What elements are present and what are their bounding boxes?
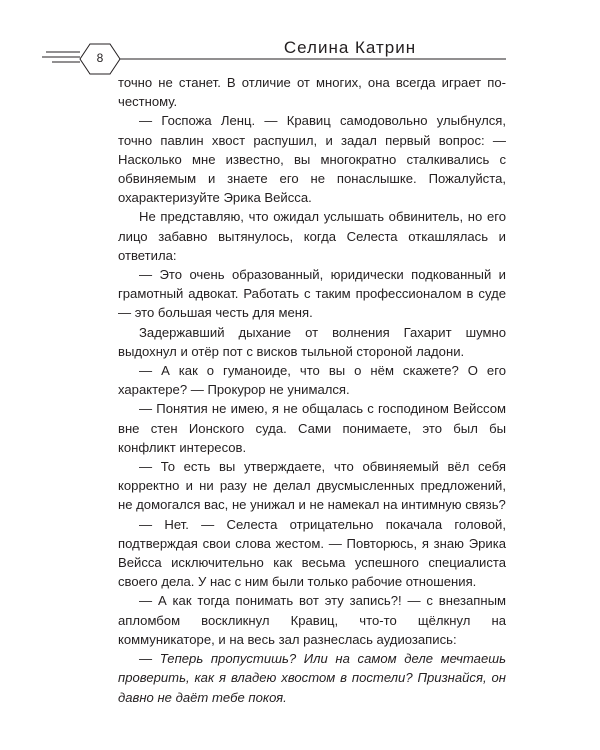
- paragraph: точно не станет. В отличие от многих, она всегда играет по-честному.: [118, 75, 506, 110]
- paragraph: — Госпожа Ленц. — Кравиц самодовольно улыбнулся, точно павлин хвост распушил, и задал первый вопрос: — Насколько мне известно, вы многократно сталкивались с обвиняемым и знаете его не понаслышке. Пожалуйста, охарактеризуйте Эрика Вейсса.: [118, 113, 506, 206]
- paragraph: — А как тогда понимать вот эту запись?! — с внезапным апломбом воскликнул Кравиц, что-то щёлкнул на коммуникаторе, и на весь зал разнеслась аудиозапись:: [118, 593, 506, 647]
- body-text: [118, 73, 506, 707]
- running-title: Селина Катрин: [283, 38, 417, 57]
- paragraph: — Понятия не имею, я не общалась с господином Вейссом вне стен Ионского суда. Сами понимаете, это был бы конфликт интересов.: [118, 401, 506, 455]
- page-number: 8: [96, 51, 104, 65]
- paragraph: — Нет. — Селеста отрицательно покачала головой, подтверждая свои слова жестом. — Повторюсь, я знаю Эрика Вейсса исключительно как весьма успешного специалиста своего дела. У нас с ним были только рабочие отношения.: [118, 516, 506, 590]
- paragraph-italic-quote: — Теперь пропустишь? Или на самом деле мечтаешь проверить, как я владею хвостом в постели? Признайся, он давно не даёт тебе покоя.: [118, 651, 506, 705]
- paragraph: — А как о гуманоиде, что вы о нём скажете? О его характере? — Прокурор не унимался.: [118, 363, 506, 398]
- paragraph: Не представляю, что ожидал услышать обвинитель, но его лицо забавно вытянулось, когда Селеста откашлялась и ответила:: [118, 209, 506, 263]
- paragraph: — Это очень образованный, юридически подкованный и грамотный адвокат. Работать с таким профессионалом в суде — это большая честь для меня.: [118, 267, 506, 321]
- paragraph: Задержавший дыхание от волнения Гахарит шумно выдохнул и отёр пот с висков тыльной стороной ладони.: [118, 324, 506, 359]
- paragraph: — То есть вы утверждаете, что обвиняемый вёл себя корректно и ни разу не делал двусмысленных предложений, не домогался вас, не унижал и не намекал на интимную связь?: [118, 459, 506, 513]
